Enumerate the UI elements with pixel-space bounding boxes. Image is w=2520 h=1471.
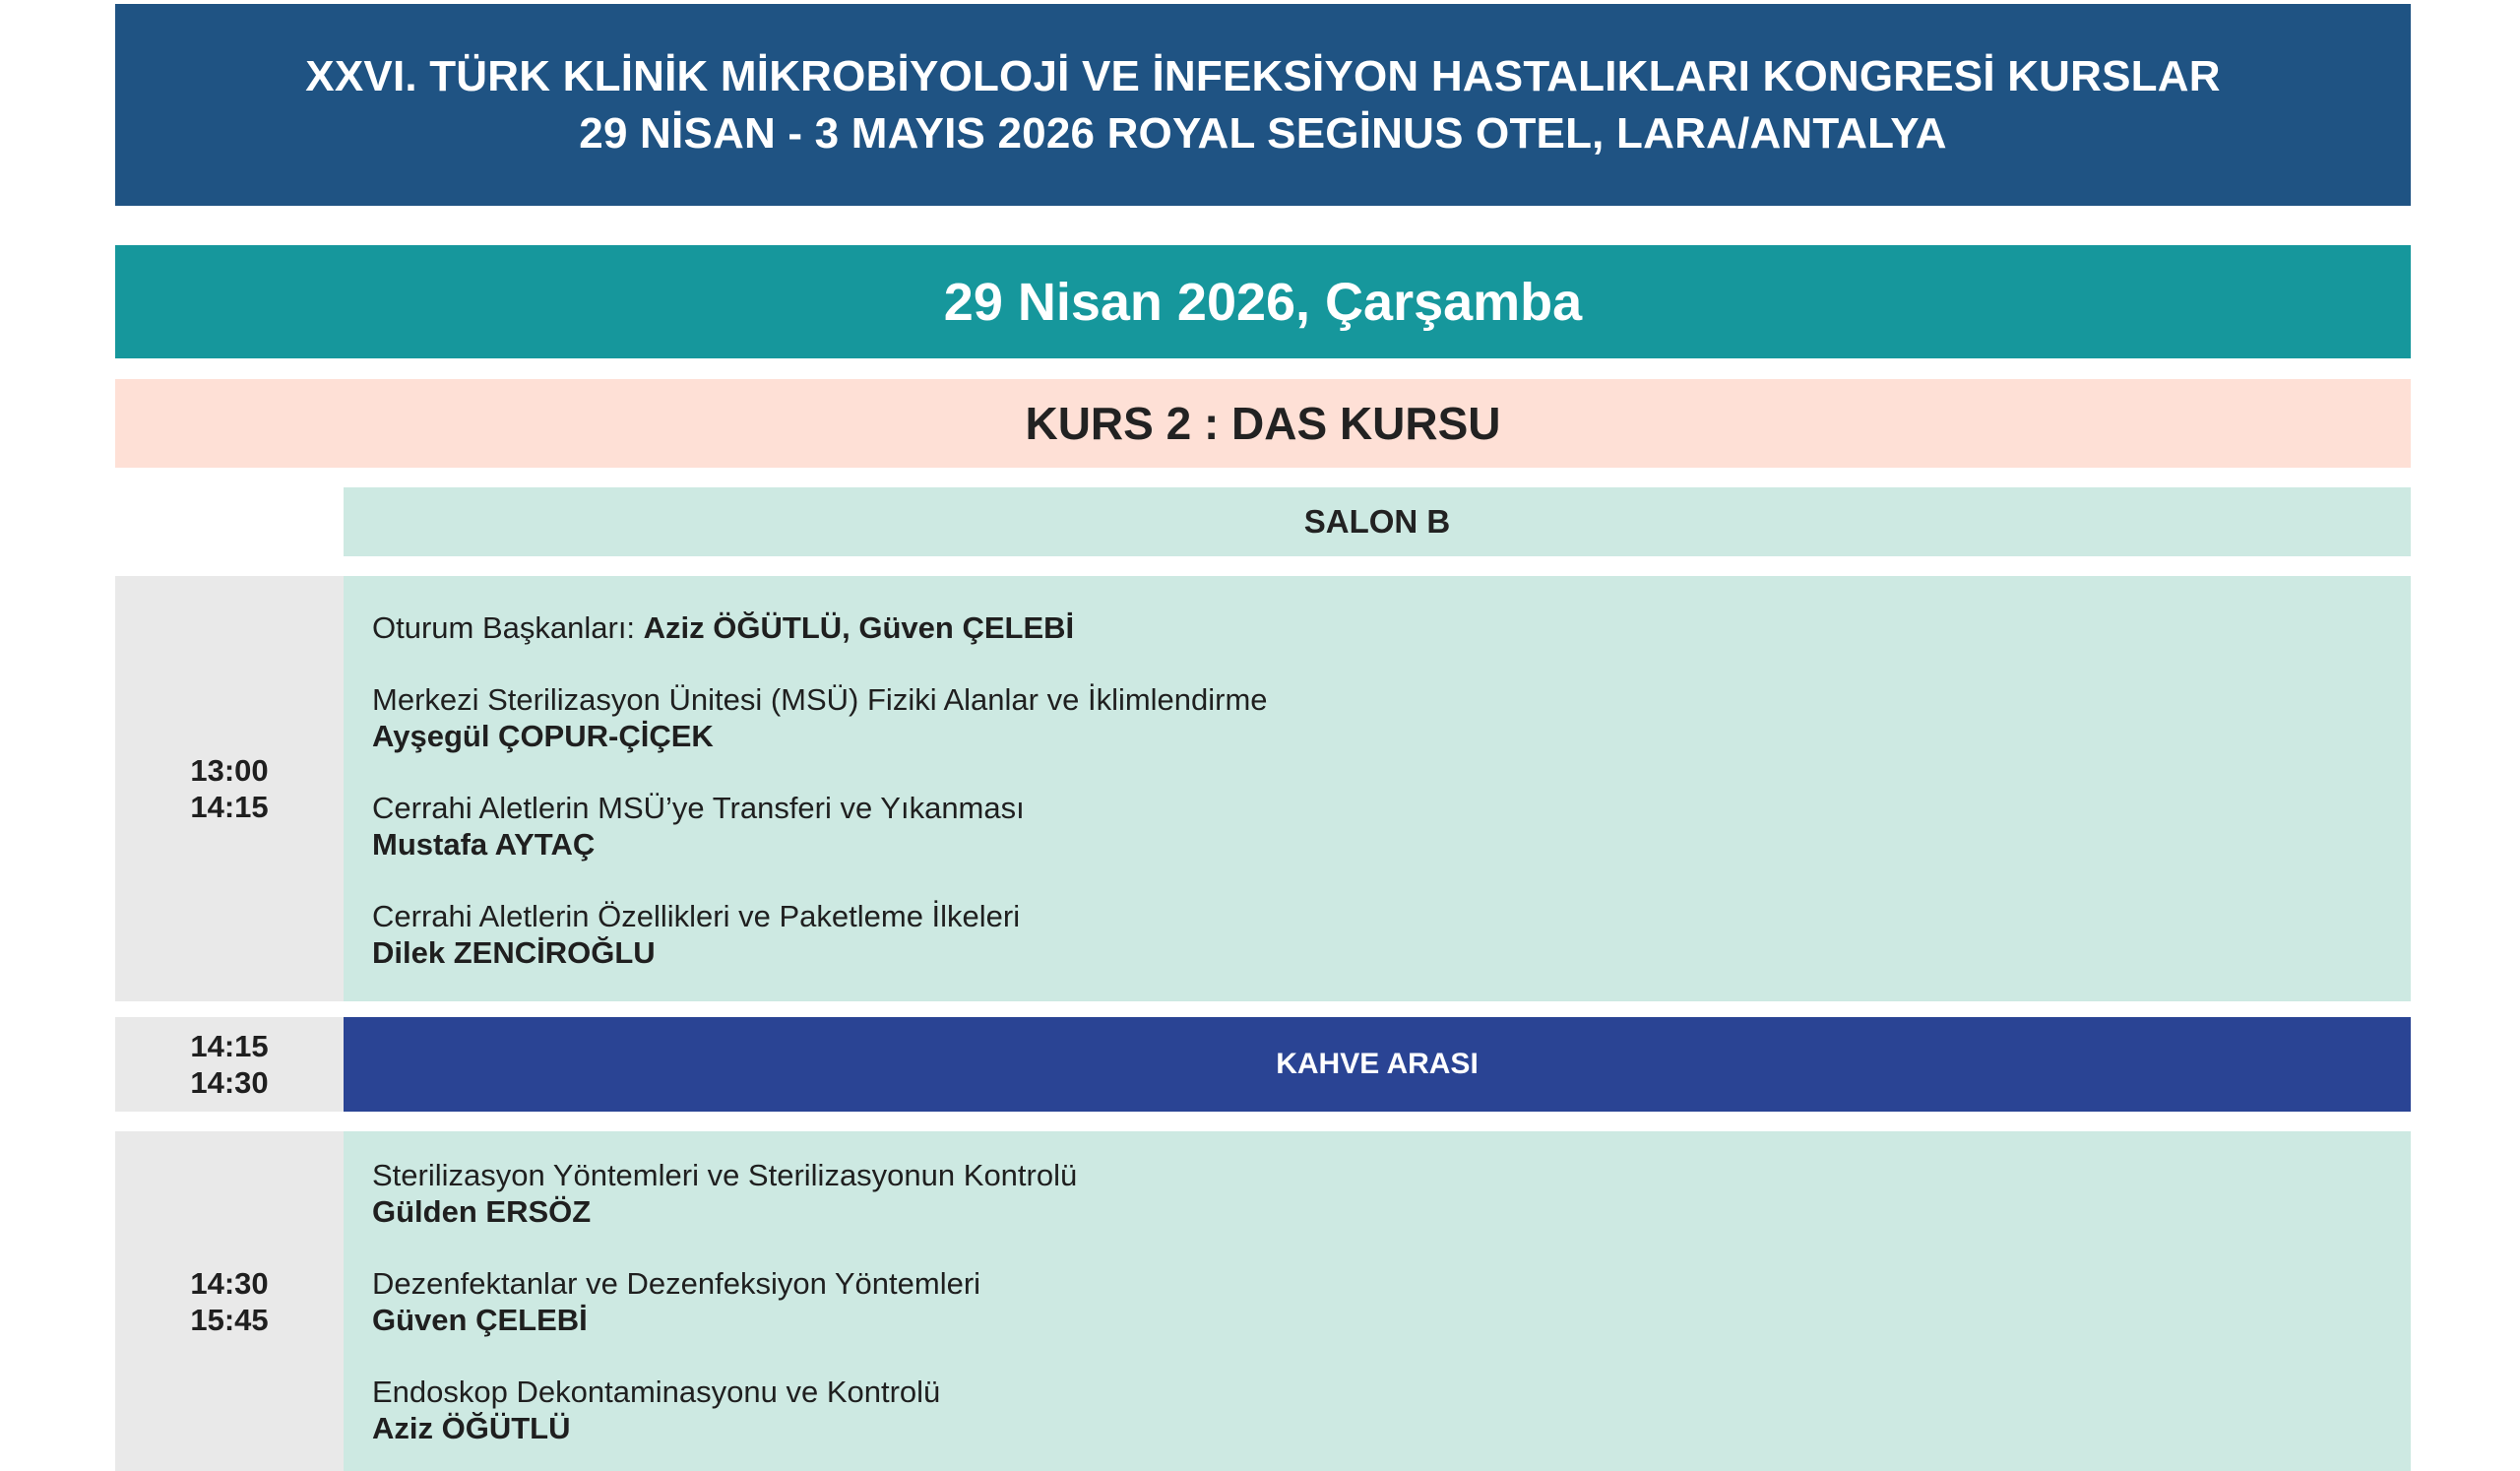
talk-title: Endoskop Dekontaminasyonu ve Kontrolü bbox=[372, 1375, 941, 1409]
talk-title: Sterilizasyon Yöntemleri ve Sterilizasyonun Kontrolü bbox=[372, 1158, 1078, 1192]
session2-content bbox=[344, 1131, 2411, 1471]
talk-speaker: Ayşegül ÇOPUR-ÇİÇEK bbox=[372, 719, 714, 753]
date-title: 29 Nisan 2026, Çarşamba bbox=[115, 245, 2411, 358]
talk-speaker: Güven ÇELEBİ bbox=[372, 1303, 588, 1337]
session1-start-time: 13:00 bbox=[190, 753, 269, 788]
chairs-names: Aziz ÖĞÜTLÜ, Güven ÇELEBİ bbox=[643, 610, 1075, 645]
talk-speaker: Dilek ZENCİROĞLU bbox=[372, 935, 656, 970]
talk-title: Merkezi Sterilizasyon Ünitesi (MSÜ) Fiziki Alanlar ve İklimlendirme bbox=[372, 682, 1268, 717]
session1-time bbox=[115, 576, 344, 1001]
talk-title: Cerrahi Aletlerin Özellikleri ve Paketleme İlkeleri bbox=[372, 899, 1021, 933]
congress-header bbox=[115, 4, 2411, 206]
talk-title: Dezenfektanlar ve Dezenfeksiyon Yöntemleri bbox=[372, 1266, 981, 1301]
talk-speaker: Gülden ERSÖZ bbox=[372, 1194, 592, 1229]
talk-speaker: Mustafa AYTAÇ bbox=[372, 827, 596, 862]
session1-content bbox=[344, 576, 2411, 1001]
session1-end-time: 14:15 bbox=[190, 790, 269, 824]
break-start-time: 14:15 bbox=[190, 1029, 269, 1063]
chairs-label: Oturum Başkanları: bbox=[372, 610, 644, 645]
talk-title: Cerrahi Aletlerin MSÜ’ye Transferi ve Yıkanması bbox=[372, 791, 1025, 825]
break-time bbox=[115, 1017, 344, 1112]
break-end-time: 14:30 bbox=[190, 1065, 269, 1100]
header-line-1: XXVI. TÜRK KLİNİK MİKROBİYOLOJİ VE İNFEKSİYON HASTALIKLARI KONGRESİ KURSLAR bbox=[305, 51, 2221, 100]
salon-label: SALON B bbox=[344, 487, 2411, 556]
session2-time bbox=[115, 1131, 344, 1471]
session2-end-time: 15:45 bbox=[190, 1302, 269, 1337]
course-title: KURS 2 : DAS KURSU bbox=[115, 379, 2411, 468]
session-chairs bbox=[372, 610, 1074, 646]
talk-speaker: Aziz ÖĞÜTLÜ bbox=[372, 1411, 571, 1445]
header-line-2: 29 NİSAN - 3 MAYIS 2026 ROYAL SEGİNUS OTEL, LARA/ANTALYA bbox=[579, 108, 1947, 158]
coffee-break-label: KAHVE ARASI bbox=[344, 1017, 2411, 1112]
session2-start-time: 14:30 bbox=[190, 1265, 269, 1301]
